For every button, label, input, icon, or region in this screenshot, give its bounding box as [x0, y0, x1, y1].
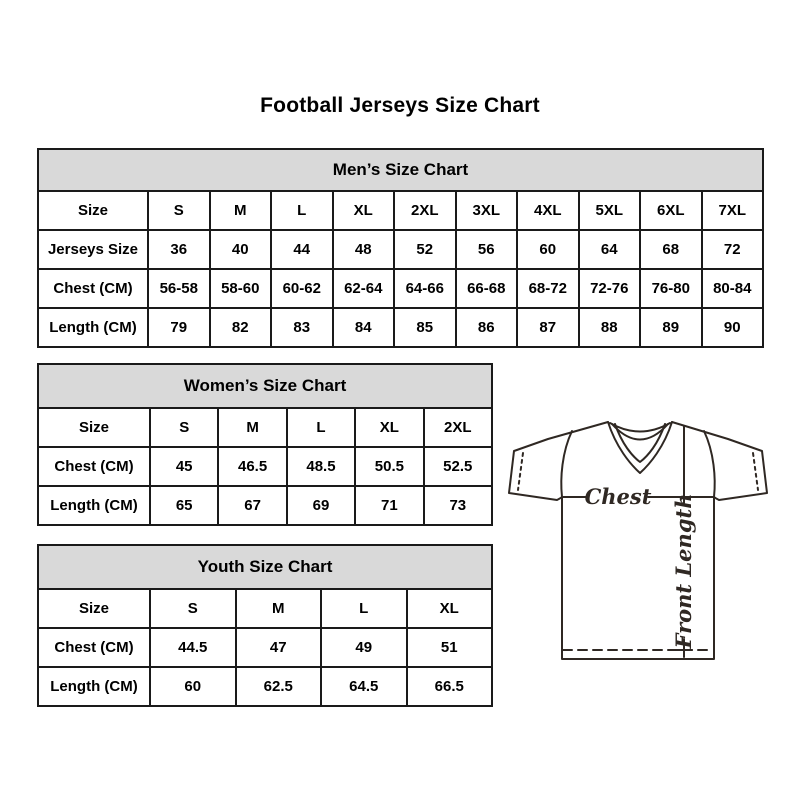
- table-cell: 36: [148, 230, 210, 269]
- table-cell: 45: [150, 447, 218, 486]
- table-cell: 4XL: [517, 191, 579, 230]
- table-cell: 62.5: [236, 667, 322, 706]
- front-length-label: Front Length: [671, 493, 696, 649]
- table-cell: S: [148, 191, 210, 230]
- table-cell: 52.5: [424, 447, 492, 486]
- table-cell: 56-58: [148, 269, 210, 308]
- row-label: Chest (CM): [38, 447, 150, 486]
- page-title: Football Jerseys Size Chart: [260, 94, 540, 117]
- table-cell: 68: [640, 230, 702, 269]
- table-cell: 64-66: [394, 269, 456, 308]
- table-cell: 89: [640, 308, 702, 347]
- table-cell: 82: [210, 308, 272, 347]
- table-cell: 88: [579, 308, 641, 347]
- table-cell: 40: [210, 230, 272, 269]
- youth-table-header: Youth Size Chart: [38, 545, 492, 589]
- row-label: Length (CM): [38, 308, 148, 347]
- table-cell: 49: [321, 628, 407, 667]
- table-row: [38, 589, 492, 628]
- table-row: [38, 408, 492, 447]
- row-label: Size: [38, 191, 148, 230]
- table-cell: 50.5: [355, 447, 423, 486]
- table-cell: 52: [394, 230, 456, 269]
- table-row: [38, 308, 763, 347]
- table-cell: 60: [150, 667, 236, 706]
- table-cell: 46.5: [218, 447, 286, 486]
- row-label: Chest (CM): [38, 628, 150, 667]
- table-row: [38, 269, 763, 308]
- table-row: [38, 447, 492, 486]
- table-cell: 84: [333, 308, 395, 347]
- table-cell: 90: [702, 308, 764, 347]
- mens-size-table: [37, 148, 764, 348]
- table-row: [38, 667, 492, 706]
- table-cell: 62-64: [333, 269, 395, 308]
- table-row: [38, 191, 763, 230]
- table-cell: 71: [355, 486, 423, 525]
- table-cell: 51: [407, 628, 493, 667]
- table-cell: 47: [236, 628, 322, 667]
- table-cell: L: [321, 589, 407, 628]
- table-cell: M: [210, 191, 272, 230]
- table-cell: 72-76: [579, 269, 641, 308]
- table-cell: 64: [579, 230, 641, 269]
- table-cell: 80-84: [702, 269, 764, 308]
- row-label: Chest (CM): [38, 269, 148, 308]
- row-label: Length (CM): [38, 486, 150, 525]
- table-cell: 44: [271, 230, 333, 269]
- table-cell: 67: [218, 486, 286, 525]
- table-cell: 66.5: [407, 667, 493, 706]
- table-cell: 87: [517, 308, 579, 347]
- table-cell: 60-62: [271, 269, 333, 308]
- womens-size-table: [37, 363, 493, 526]
- table-cell: 72: [702, 230, 764, 269]
- left-armhole-seam: [561, 431, 572, 497]
- table-cell: L: [287, 408, 355, 447]
- table-cell: 79: [148, 308, 210, 347]
- table-cell: XL: [407, 589, 493, 628]
- womens-table-header: Women’s Size Chart: [38, 364, 492, 408]
- table-cell: 64.5: [321, 667, 407, 706]
- table-cell: 48.5: [287, 447, 355, 486]
- table-cell: 5XL: [579, 191, 641, 230]
- table-cell: 85: [394, 308, 456, 347]
- table-cell: 69: [287, 486, 355, 525]
- table-cell: M: [236, 589, 322, 628]
- table-row: [38, 628, 492, 667]
- collar-v-inner: [615, 424, 665, 462]
- table-header-row: [38, 149, 763, 191]
- table-cell: 68-72: [517, 269, 579, 308]
- table-header-row: [38, 545, 492, 589]
- chest-label: Chest: [584, 484, 652, 509]
- table-header-row: [38, 364, 492, 408]
- row-label: Length (CM): [38, 667, 150, 706]
- table-cell: S: [150, 589, 236, 628]
- table-cell: 58-60: [210, 269, 272, 308]
- row-label: Size: [38, 589, 150, 628]
- table-cell: S: [150, 408, 218, 447]
- table-cell: 6XL: [640, 191, 702, 230]
- jersey-measurement-diagram: [500, 400, 780, 680]
- table-cell: 2XL: [394, 191, 456, 230]
- table-cell: 65: [150, 486, 218, 525]
- table-cell: 73: [424, 486, 492, 525]
- table-cell: 56: [456, 230, 518, 269]
- table-cell: 66-68: [456, 269, 518, 308]
- table-cell: 44.5: [150, 628, 236, 667]
- table-cell: 2XL: [424, 408, 492, 447]
- table-cell: 3XL: [456, 191, 518, 230]
- right-cuff-stitch: [753, 453, 758, 490]
- left-cuff-stitch: [518, 453, 523, 490]
- table-cell: 86: [456, 308, 518, 347]
- row-label: Size: [38, 408, 150, 447]
- table-cell: 7XL: [702, 191, 764, 230]
- table-cell: 48: [333, 230, 395, 269]
- row-label: Jerseys Size: [38, 230, 148, 269]
- table-cell: XL: [355, 408, 423, 447]
- table-cell: 76-80: [640, 269, 702, 308]
- table-cell: M: [218, 408, 286, 447]
- youth-size-table: [37, 544, 493, 707]
- table-cell: XL: [333, 191, 395, 230]
- jersey-outline: [509, 422, 767, 659]
- table-row: [38, 230, 763, 269]
- right-armhole-seam: [704, 431, 715, 497]
- table-cell: 83: [271, 308, 333, 347]
- table-cell: L: [271, 191, 333, 230]
- table-cell: 60: [517, 230, 579, 269]
- mens-table-header: Men’s Size Chart: [38, 149, 763, 191]
- table-row: [38, 486, 492, 525]
